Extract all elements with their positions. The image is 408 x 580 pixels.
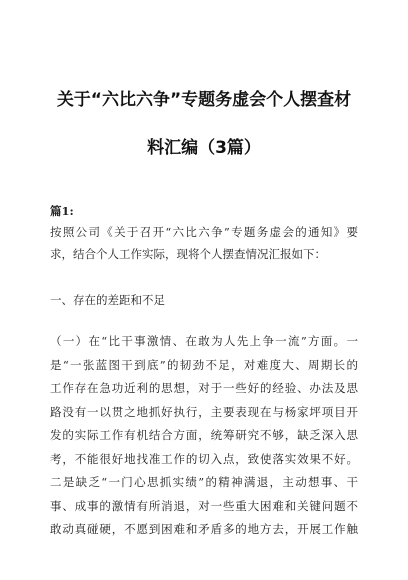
intro-line: 求，结合个人工作实际，现将个人摆查情况汇报如下： — [50, 247, 326, 261]
intro-paragraph — [50, 221, 358, 265]
intro-line: 按照公司《关于召开“六比六争”专题务虚会的通知》要 — [50, 225, 358, 239]
subheading: 一、存在的差距和不足 — [50, 293, 165, 307]
body-line: 二是缺乏“一门心思抓实绩”的精神满退，主动想事、干 — [50, 475, 358, 489]
body-line: （一）在“比干事激情、在敢为人先上争一流”方面。一 — [50, 334, 358, 348]
body-line: 考，不能很好地找准工作的切入点，致使落实效果不好。 — [50, 451, 358, 466]
body-line: 敢动真碰硬，不愿到困难和矛盾多的地方去，开展工作触 — [50, 522, 358, 536]
body-line: 事、成事的激情有所消退，对一些重大困难和关键问题不 — [50, 498, 358, 513]
section-heading: 篇1: — [50, 204, 74, 218]
document-title-line-2: 料汇编（3篇） — [147, 138, 261, 158]
body-line: 工作存在急功近利的思想，对于一些好的经验、办法及思 — [50, 381, 358, 395]
body-line: 路没有一以贯之地抓好执行，主要表现在与杨家坪项目开 — [50, 404, 358, 419]
document-title-line-1: 关于“六比六争”专题务虚会个人摆查材 — [56, 90, 352, 110]
body-paragraph — [50, 330, 358, 542]
body-line: 是“一张蓝图干到底”的韧劲不足，对难度大、周期长的 — [50, 357, 358, 372]
body-line: 发的实际工作有机结合方面，统筹研究不够，缺乏深入思 — [50, 428, 358, 442]
